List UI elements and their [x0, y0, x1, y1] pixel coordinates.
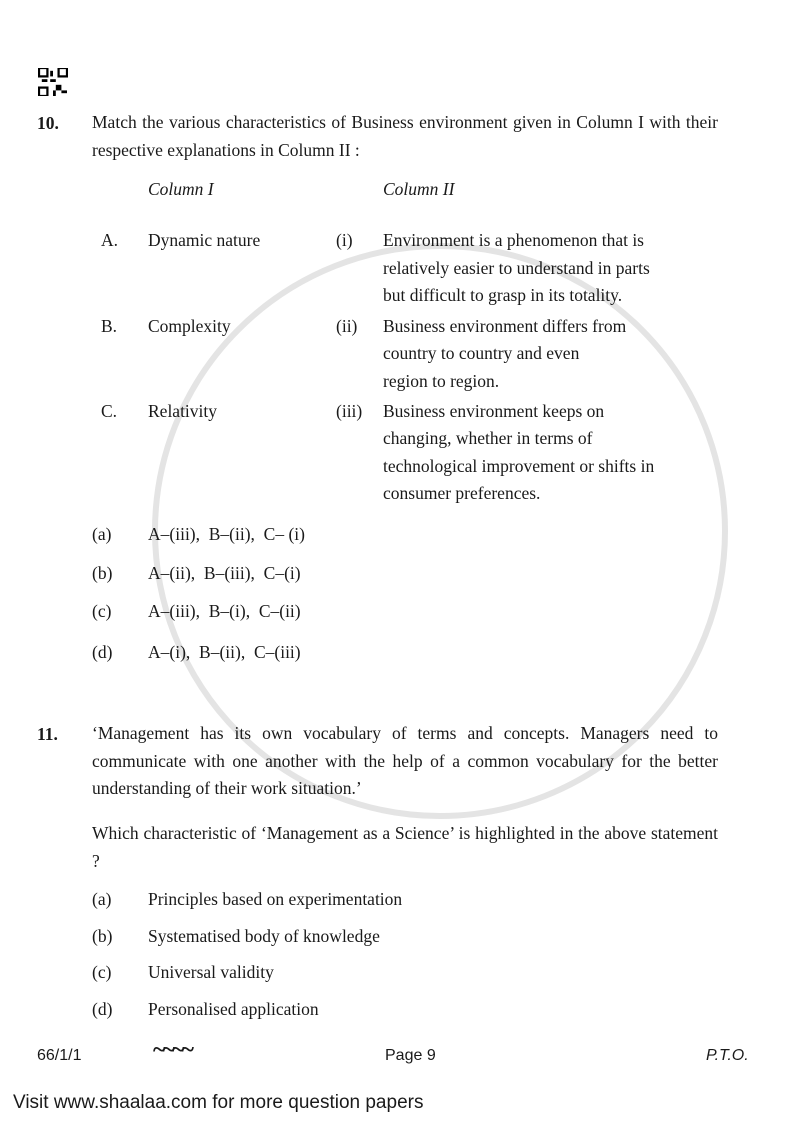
explanation-line: Environment is a phenomenon that is	[383, 230, 644, 250]
option-label: (b)	[92, 563, 113, 583]
explanation-line: Business environment differs from	[383, 316, 627, 336]
option-text: A–(ii), B–(iii), C–(i)	[148, 563, 301, 583]
option-label: (a)	[92, 524, 112, 544]
explanation-line: Business environment keeps on	[383, 401, 605, 421]
column-header: Column II	[383, 179, 455, 199]
explanation-line: but difficult to grasp in its totality.	[383, 285, 623, 305]
row-letter: A.	[101, 230, 119, 250]
explanation-line: consumer preferences.	[383, 483, 541, 503]
row-item: Relativity	[148, 401, 218, 421]
row-letter: C.	[101, 401, 118, 421]
option-label: (d)	[92, 642, 113, 662]
tilde-decoration: ~~~~	[153, 1037, 191, 1063]
option-text: Personalised application	[148, 999, 319, 1019]
option-label: (b)	[92, 926, 113, 946]
explanation-line: relatively easier to understand in parts	[383, 258, 650, 278]
explanation-line: country to country and even	[383, 343, 580, 363]
question-quote: ‘Management has its own vocabulary of terms and concepts. Managers need to communicate with one another with the help of a common vocabulary for the better understanding of their work situation.’	[92, 723, 718, 798]
row-letter: B.	[101, 316, 118, 336]
option-text: A–(i), B–(ii), C–(iii)	[148, 642, 301, 662]
explanation-line: region to region.	[383, 371, 500, 391]
explanation-line: changing, whether in terms of	[383, 428, 593, 448]
column-header: Column I	[148, 179, 214, 199]
option-label: (c)	[92, 962, 112, 982]
option-text: A–(iii), B–(ii), C– (i)	[148, 524, 305, 544]
explanation-line: technological improvement or shifts in	[383, 456, 655, 476]
option-text: Universal validity	[148, 962, 274, 982]
option-label: (d)	[92, 999, 113, 1019]
option-text: Systematised body of knowledge	[148, 926, 380, 946]
option-label: (a)	[92, 889, 112, 909]
option-text: A–(iii), B–(i), C–(ii)	[148, 601, 301, 621]
page-number: Page 9	[385, 1047, 436, 1064]
row-numeral: (i)	[336, 230, 353, 250]
row-item: Complexity	[148, 316, 231, 336]
row-numeral: (iii)	[336, 401, 363, 421]
option-label: (c)	[92, 601, 112, 621]
question-number: 11.	[37, 724, 58, 744]
visit-link[interactable]: Visit www.shaalaa.com for more question papers	[13, 1092, 424, 1113]
pto-label: P.T.O.	[706, 1047, 749, 1064]
option-text: Principles based on experimentation	[148, 889, 403, 909]
question-text: Match the various characteristics of Business environment given in Column I with their respective explanations in Column II :	[92, 112, 718, 160]
row-numeral: (ii)	[336, 316, 358, 336]
paper-code: 66/1/1	[37, 1047, 82, 1064]
question-number: 10.	[37, 113, 59, 133]
row-item: Dynamic nature	[148, 230, 261, 250]
question-text: Which characteristic of ‘Management as a Science’ is highlighted in the above statement ?	[92, 823, 718, 871]
qr-code-icon	[38, 68, 68, 96]
